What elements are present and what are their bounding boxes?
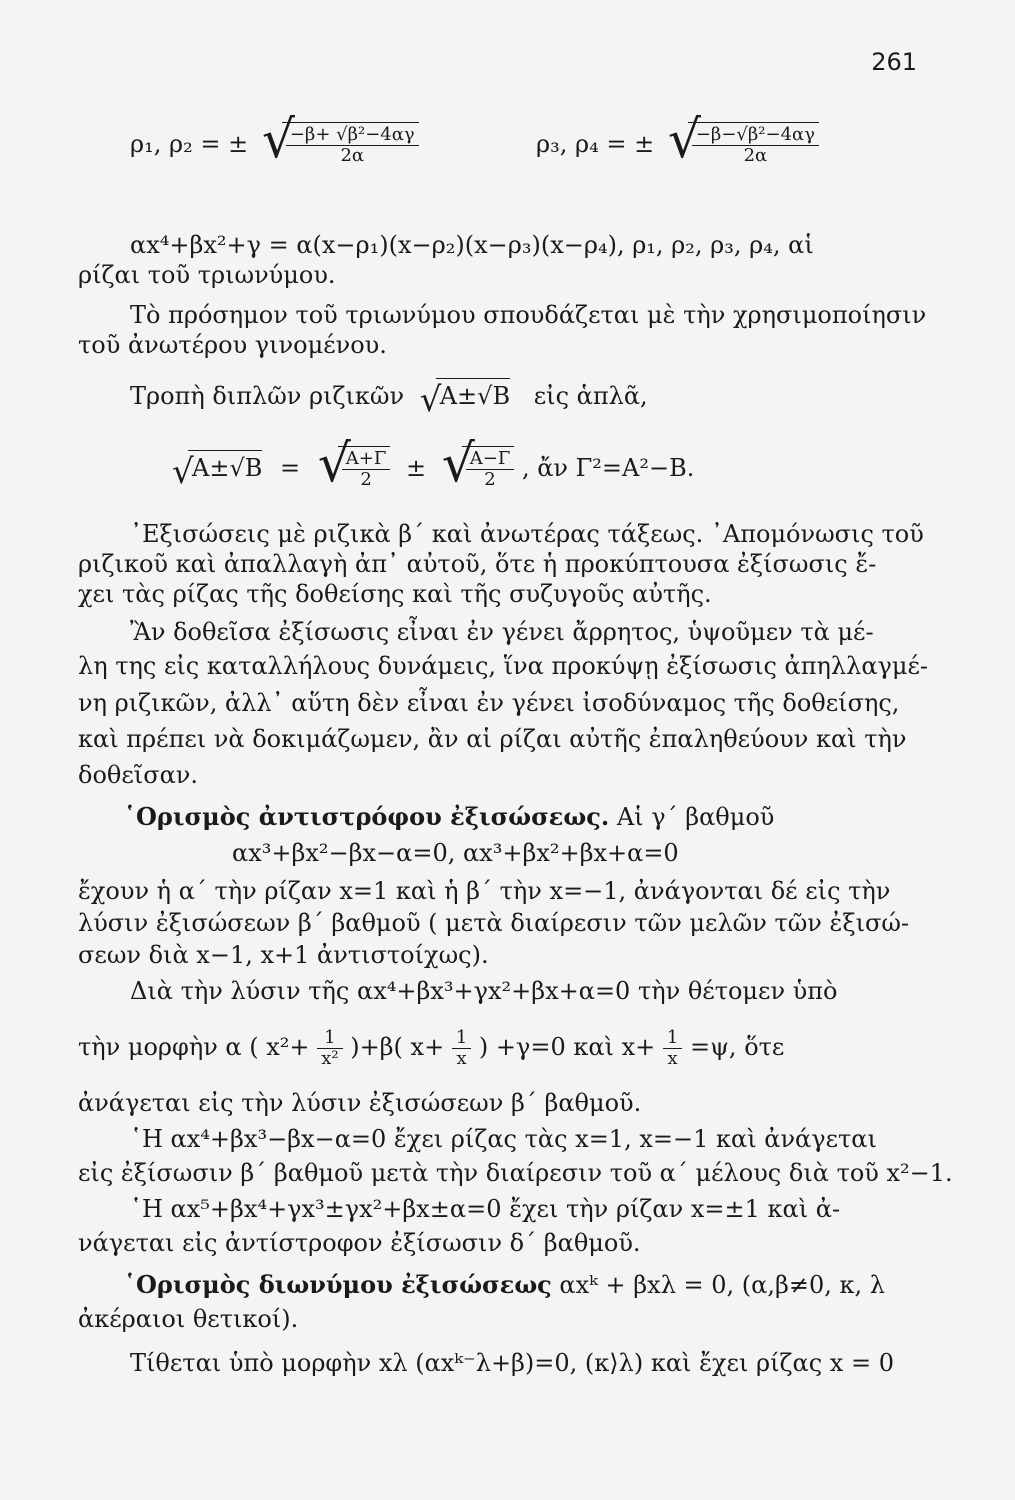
trope-radical: √ A±√B bbox=[419, 380, 511, 420]
sign-line-2: τοῦ ἀνωτέρου γινομένου. bbox=[78, 331, 387, 359]
double-radical-formula bbox=[172, 434, 695, 494]
double-radical-condition: , ἄν Γ²=A²−B. bbox=[521, 454, 695, 482]
roots-left-denominator: 2α bbox=[340, 145, 365, 166]
double-radical-term1: √ $\frac{A+\Gamma}{2}$ bbox=[318, 446, 391, 490]
equals-sign: = bbox=[280, 454, 301, 482]
double-radical-term2: √ $\frac{A-\Gamma}{2}$ bbox=[442, 446, 515, 490]
heading-binomial-bold: ῾Ορισμὸς διωνύμου ἐξισώσεως bbox=[124, 1270, 552, 1299]
para4-line3: ἀνάγεται εἰς τὴν λύσιν ἐξισώσεων β΄ βαθμοῦ. bbox=[78, 1089, 642, 1117]
roots-right-denominator: 2α bbox=[743, 145, 768, 166]
roots-right-label: ρ₃, ρ₄ = ± bbox=[536, 130, 655, 158]
heading-binomial-rest: αxᵏ + βxλ = 0, (α,β≠0, κ, λ bbox=[551, 1271, 885, 1299]
para1-line2: ριζικοῦ καὶ ἀπαλλαγὴ ἀπ᾿ αὐτοῦ, ὅτε ἡ προκύπτουσα ἐξίσωσις ἔ- bbox=[78, 550, 877, 578]
para4-line1: Διὰ τὴν λύσιν τῆς αx⁴+βx³+γx²+βx+α=0 τὴν θέτομεν ὑπὸ bbox=[130, 977, 838, 1005]
roots-right-numerator: −β−√β²−4αγ bbox=[692, 125, 819, 146]
last-line: Τίθεται ὑπὸ μορφὴν xλ (αxᵏ⁻λ+β)=0, (κ⟩λ) καὶ ἔχει ρίζας x = 0 bbox=[130, 1349, 894, 1377]
para2-line2: λη της εἰς καταλλήλους δυνάμεις, ἵνα προκύψῃ ἐξίσωσις ἀπηλλαγμέ- bbox=[78, 652, 929, 680]
plus-minus-sign: ± bbox=[405, 454, 427, 482]
page-number: 261 bbox=[871, 48, 917, 76]
para6-line1: ῾Η αx⁵+βx⁴+γx³±γx²+βx±α=0 ἔχει τὴν ρίζαν x=±1 καὶ ἀ- bbox=[130, 1195, 841, 1223]
para3-line3: σεων διὰ x−1, x+1 ἀντιστοίχως). bbox=[78, 941, 489, 969]
heading-reciprocal-bold: ῾Ορισμὸς ἀντιστρόφου ἐξισώσεως. bbox=[124, 802, 610, 831]
heading-reciprocal-rest: Αἱ γ΄ βαθμοῦ bbox=[609, 803, 775, 831]
roots-formula-right bbox=[536, 110, 819, 170]
trope-line bbox=[130, 378, 648, 420]
heading-binomial bbox=[124, 1270, 885, 1300]
roots-left-numerator: −β+ √β²−4αγ bbox=[286, 125, 419, 146]
para2-line3: νη ριζικῶν, ἀλλ᾿ αὕτη δὲν εἶναι ἐν γένει ἰσοδύναμος τῆς δοθείσης, bbox=[78, 689, 900, 717]
roots-left-label: ρ₁, ρ₂ = ± bbox=[130, 130, 249, 158]
para3-line2: λύσιν ἐξισώσεων β΄ βαθμοῦ ( μετὰ διαίρεσιν τῶν μελῶν τῶν ἐξισώ- bbox=[78, 909, 910, 937]
para2-line4: καὶ πρέπει νὰ δοκιμάζωμεν, ἂν αἱ ρίζαι αὐτῆς ἐπαληθεύουν καὶ τὴν bbox=[78, 725, 907, 753]
trope-suffix: εἰς ἁπλᾶ, bbox=[533, 382, 648, 410]
heading-binomial-line2: ἀκέραιοι θετικοί). bbox=[78, 1305, 299, 1333]
para5-line2: εἰς ἐξίσωσιν β΄ βαθμοῦ μετὰ τὴν διαίρεσιν τοῦ α΄ μέλους διὰ τοῦ x²−1. bbox=[78, 1159, 953, 1187]
para1-line3: χει τὰς ρίζας τῆς δοθείσης καὶ τῆς συζυγοῦς αὐτῆς. bbox=[78, 580, 712, 608]
double-radical-left: √ A±√B bbox=[172, 452, 263, 492]
para6-line2: νάγεται εἰς ἀντίστροφον ἐξίσωσιν δ΄ βαθμοῦ. bbox=[78, 1229, 641, 1257]
roots-left-radical: √ $\frac{\text{−β+ √β²−4αγ}}{2\alpha}$ bbox=[262, 122, 419, 166]
roots-right-radical: √ $\frac{\text{−β−√β²−4αγ}}{2\alpha}$ bbox=[668, 122, 819, 166]
para2-line1: Ἂν δοθεῖσα ἐξίσωσις εἶναι ἐν γένει ἄρρητος, ὑψοῦμεν τὰ μέ- bbox=[130, 618, 874, 646]
trope-prefix: Τροπὴ διπλῶν ριζικῶν bbox=[130, 382, 405, 410]
para3-line1: ἔχουν ἡ α΄ τὴν ρίζαν x=1 καὶ ἡ β΄ τὴν x=−1, ἀνάγονται δέ εἰς τὴν bbox=[78, 877, 891, 905]
factor-line: αx⁴+βx²+γ = α(x−ρ₁)(x−ρ₂)(x−ρ₃)(x−ρ₄), ρ₁, ρ₂, ρ₃, ρ₄, αἱ bbox=[130, 231, 814, 259]
para5-line1: ῾Η αx⁴+βx³−βx−α=0 ἔχει ρίζας τὰς x=1, x=−1 καὶ ἀνάγεται bbox=[130, 1125, 877, 1153]
para2-line5: δοθεῖσαν. bbox=[78, 761, 198, 789]
para4-formula-line: τὴν μορφὴν α ( x²+ $\frac{1}{\text{x²}}$ )+β( x+ $\frac{1}{x}$ ) +γ=0 καὶ x+ $\frac{1}{x}$ =ψ, ὅτε bbox=[78, 1027, 785, 1069]
sign-line-1: Τὸ πρόσημον τοῦ τριωνύμου σπουδάζεται μὲ τὴν χρησιμοποίησιν bbox=[130, 301, 927, 329]
roots-formula bbox=[130, 110, 419, 170]
cubic-equations: αx³+βx²−βx−α=0, αx³+βx²+βx+α=0 bbox=[232, 839, 679, 867]
heading-reciprocal bbox=[124, 802, 774, 832]
factor-line-2: ρίζαι τοῦ τριωνύμου. bbox=[78, 261, 336, 289]
para1-line1: ᾿Εξισώσεις μὲ ριζικὰ β΄ καὶ ἀνωτέρας τάξεως. ᾿Απομόνωσις τοῦ bbox=[130, 520, 924, 548]
